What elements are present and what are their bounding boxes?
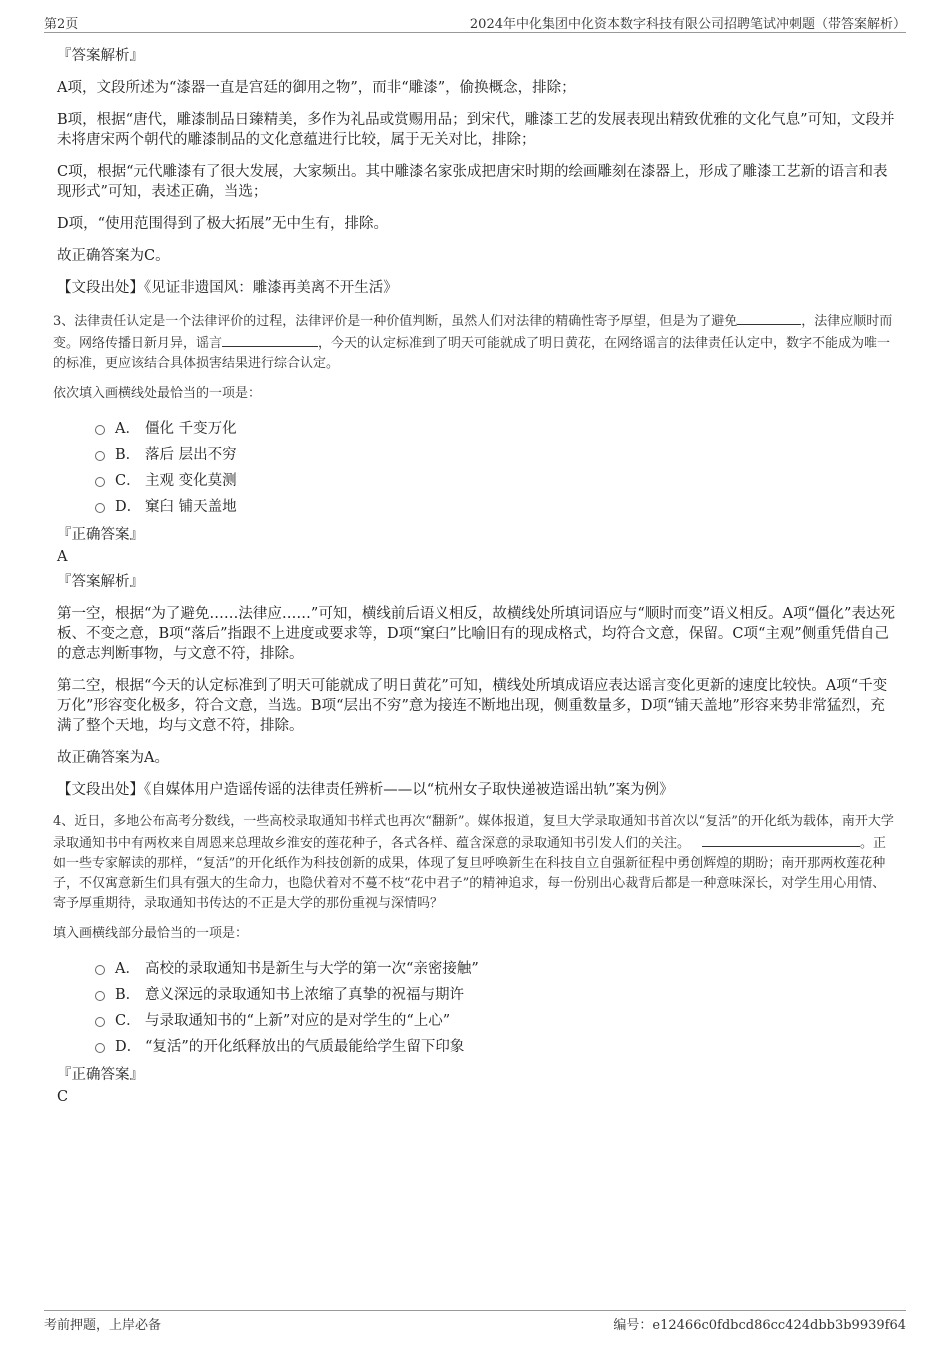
correct-answer: A [57, 549, 68, 565]
document-id: 编号：e12466c0fdbcd86cc424dbb3b9939f64 [613, 1318, 906, 1333]
radio-icon[interactable] [95, 1043, 105, 1053]
option-b[interactable]: B． 意义深远的录取通知书上浓缩了真挚的祝福与期许 [95, 982, 897, 1008]
option-d[interactable]: D． 窠臼 铺天盖地 [95, 494, 897, 520]
source-citation: 【文段出处】《见证非遗国风：雕漆再美离不开生活》 [57, 280, 398, 296]
answer-conclusion: 故正确答案为C。 [57, 248, 170, 264]
correct-answer-heading: 『正确答案』 [57, 1067, 144, 1083]
fill-blank [222, 332, 318, 347]
fill-blank [737, 310, 801, 325]
answer-conclusion: 故正确答案为A。 [57, 750, 169, 766]
radio-icon[interactable] [95, 991, 105, 1001]
analysis-paragraph: 第二空，根据“今天的认定标准到了明天可能就成了明日黄花”可知，横线处所填成语应表达谣言变化更新的速度比较快。A项“千变万化”形容变化极多，符合文意，当选。B项“层出不穷”意为接连不断地出现，侧重数量多，D项“铺天盖地”形容来势非常猛烈，充满了整个天地，均与文意不符，排除。 [57, 678, 888, 734]
question-stem: 3、法律责任认定是一个法律评价的过程，法律评价是一种价值判断，虽然人们对法律的精确性寄予厚望，但是为了避免 ，法律应顺时而变。网络传播日新月异，谣言 ，今天的认定标准到了明天可能就成了明日黄花，在网络谣言的法律责任认定中，数字不能成为唯一的标准，更应该结合具体损害结果进行综合认定。 [53, 310, 897, 374]
question-stem: 4、近日，多地公布高考分数线，一些高校录取通知书样式也再次“翻新”。媒体报道，复旦大学录取通知书首次以“复活”的开化纸为载体，南开大学录取通知书中有两枚来自周恩来总理故乡淮安的莲花种子，各式各样、蕴含深意的录取通知书引发人们的关注。 。正如一些专家解读的那样，“复活”的开化纸作为科技创新的成果，体现了复旦呼唤新生在科技自立自强新征程中勇创辉煌的期盼；南开那两枚莲花种子，不仅寓意新生们具有强大的生命力，也隐伏着对不蔓不枝“花中君子”的精神追求，每一份别出心裁背后都是一种意味深长，对学生用心用情、寄予厚重期待，录取通知书传达的不正是大学的那份重视与深情吗？ [53, 814, 894, 911]
radio-icon[interactable] [95, 965, 105, 975]
page-content [53, 46, 897, 1112]
page-number: 第2页 [44, 17, 79, 32]
correct-answer: C [57, 1089, 69, 1105]
option-c[interactable]: C． 与录取通知书的“上新”对应的是对学生的“上心” [95, 1008, 897, 1034]
analysis-heading: 『答案解析』 [57, 48, 144, 64]
option-d[interactable]: D． “复活”的开化纸释放出的气质最能给学生留下印象 [95, 1034, 897, 1060]
correct-answer-heading: 『正确答案』 [57, 527, 144, 543]
fill-blank [702, 832, 860, 847]
page-header [44, 12, 906, 33]
option-c[interactable]: C． 主观 变化莫测 [95, 468, 897, 494]
option-a[interactable]: A． 僵化 千变万化 [95, 416, 897, 442]
option-list [95, 956, 897, 1060]
analysis-heading: 『答案解析』 [57, 574, 144, 590]
analysis-paragraph: C项，根据“元代雕漆有了很大发展，大家频出。其中雕漆名家张成把唐宋时期的绘画雕刻在漆器上，形成了雕漆工艺新的语言和表现形式”可知，表述正确，当选； [57, 164, 888, 200]
question-prompt: 填入画横线部分最恰当的一项是： [53, 926, 249, 941]
page-footer [44, 1310, 906, 1336]
analysis-paragraph: A项，文段所述为“漆器一直是宫廷的御用之物”，而非“雕漆”，偷换概念，排除； [57, 80, 576, 96]
analysis-paragraph: D项，“使用范围得到了极大拓展”无中生有，排除。 [57, 216, 388, 232]
option-b[interactable]: B． 落后 层出不穷 [95, 442, 897, 468]
question-3 [53, 310, 897, 800]
document-title: 2024年中化集团中化资本数字科技有限公司招聘笔试冲刺题（带答案解析） [469, 17, 906, 32]
option-a[interactable]: A． 高校的录取通知书是新生与大学的第一次“亲密接触” [95, 956, 897, 982]
source-citation: 【文段出处】《自媒体用户造谣传谣的法律责任辨析——以“杭州女子取快递被造谣出轨”案为例》 [57, 782, 674, 798]
question-prompt: 依次填入画横线处最恰当的一项是： [53, 386, 262, 401]
radio-icon[interactable] [95, 451, 105, 461]
footer-slogan: 考前押题，上岸必备 [44, 1318, 162, 1333]
radio-icon[interactable] [95, 503, 105, 513]
analysis-paragraph: B项，根据“唐代，雕漆制品日臻精美，多作为礼品或赏赐用品；到宋代，雕漆工艺的发展表现出精致优雅的文化气息”可知，文段并未将唐宋两个朝代的雕漆制品的文化意蕴进行比较，属于无关对比，排除； [57, 112, 895, 148]
question-4 [53, 812, 897, 1106]
radio-icon[interactable] [95, 1017, 105, 1027]
radio-icon[interactable] [95, 425, 105, 435]
option-list [95, 416, 897, 520]
analysis-paragraph: 第一空，根据“为了避免……法律应……”可知，横线前后语义相反，故横线处所填词语应与“顺时而变”语义相反。A项“僵化”表达死板、不变之意，B项“落后”指跟不上进度或要求等，D项“窠臼”比喻旧有的现成格式，均符合文意，保留。C项“主观”侧重凭借自己的意志判断事物，与文意不符，排除。 [57, 606, 895, 662]
answer-analysis-q2 [57, 46, 897, 298]
radio-icon[interactable] [95, 477, 105, 487]
